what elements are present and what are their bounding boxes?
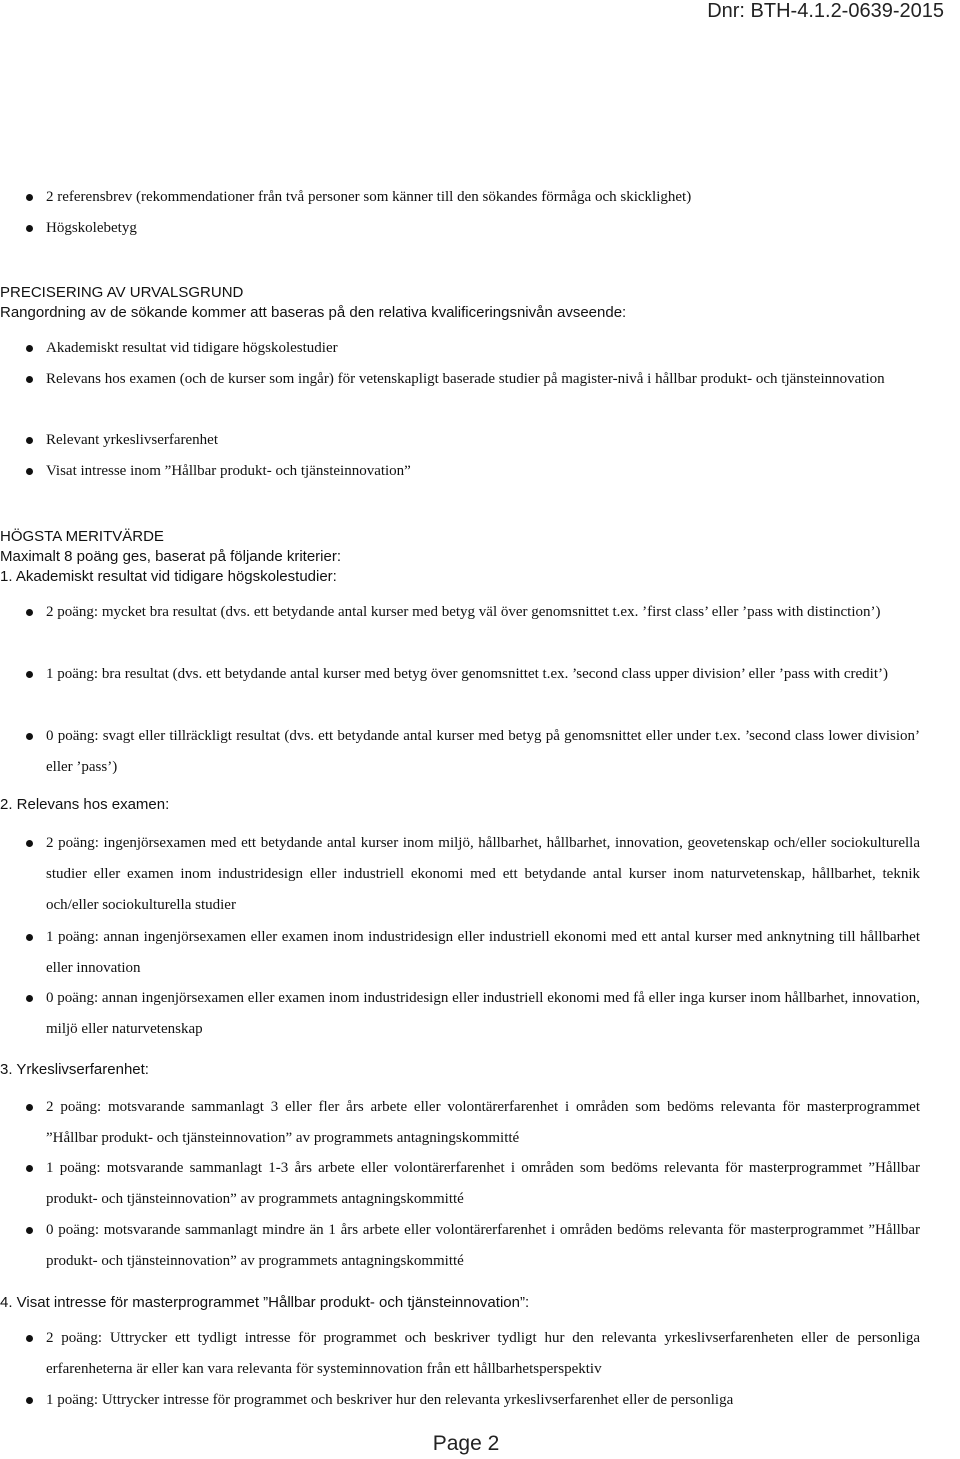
list-item-text: 1 poäng: Uttrycker intresse för programmet och beskriver hur den relevanta yrkeslivserfarenhet eller de personliga xyxy=(46,1392,734,1408)
list-item xyxy=(22,333,920,364)
bullet-icon xyxy=(26,671,33,678)
list-item xyxy=(22,659,920,690)
list-item-text: 1 poäng: motsvarande sammanlagt 1-3 års arbete eller volontärerfarenhet i områden som bedöms relevanta för masterprogrammet ”Hållbar produkt- och tjänsteinnovation” av programmets antagningskommitté xyxy=(46,1160,920,1207)
list-item xyxy=(22,213,920,244)
list-item xyxy=(22,922,920,984)
list-item-text: Akademiskt resultat vid tidigare högskolestudier xyxy=(46,340,338,356)
bullet-icon xyxy=(26,468,33,475)
list-item-text: 1 poäng: annan ingenjörsexamen eller examen inom industridesign eller industriell ekonomi med ett antal kurser med anknytning till hållbarhet eller innovation xyxy=(46,929,920,976)
bullet-icon xyxy=(26,437,33,444)
list-item xyxy=(22,983,920,1045)
list-item-text: 2 poäng: mycket bra resultat (dvs. ett betydande antal kurser med betyg väl över genomsnittet t.ex. ’first class’ eller ’pass with distinction’) xyxy=(46,604,881,620)
list-item xyxy=(22,1092,920,1154)
criterion-title: 2. Relevans hos examen: xyxy=(0,796,170,813)
bullet-icon xyxy=(26,1397,33,1404)
bullet-icon xyxy=(26,376,33,383)
bullet-icon xyxy=(26,840,33,847)
page-number: Page 2 xyxy=(432,1432,500,1455)
bullet-icon xyxy=(26,1335,33,1342)
list-item-text: 0 poäng: motsvarande sammanlagt mindre än 1 års arbete eller volontärerfarenhet i områden bedöms relevanta för masterprogrammet ”Hållbar produkt- och tjänsteinnovation” av programmets antagningskommitté xyxy=(46,1222,920,1269)
list-item xyxy=(22,1385,920,1416)
criterion-title: 1. Akademiskt resultat vid tidigare högskolestudier: xyxy=(0,568,337,585)
section-lead: Maximalt 8 poäng ges, baserat på följande kriterier: xyxy=(0,548,342,565)
bullet-icon xyxy=(26,733,33,740)
list-item-text: Visat intresse inom ”Hållbar produkt- och tjänsteinnovation” xyxy=(46,463,411,479)
bullet-icon xyxy=(26,345,33,352)
section-lead: Rangordning av de sökande kommer att baseras på den relativa kvalificeringsnivån avseende: xyxy=(0,304,627,321)
list-item-text: 2 poäng: motsvarande sammanlagt 3 eller fler års arbete eller volontärerfarenhet i områden som bedöms relevanta för masterprogrammet ”Hållbar produkt- och tjänsteinnovation” av programmets antagningskommitté xyxy=(46,1099,920,1146)
list-item xyxy=(22,721,920,783)
bullet-icon xyxy=(26,194,33,201)
list-item xyxy=(22,828,920,921)
bullet-icon xyxy=(26,1227,33,1234)
list-item-text: 1 poäng: bra resultat (dvs. ett betydande antal kurser med betyg över genomsnittet t.ex. ’second class upper division’ eller ’pass with credit’) xyxy=(46,666,888,682)
criterion-title: 3. Yrkeslivserfarenhet: xyxy=(0,1061,149,1078)
section-heading: HÖGSTA MERITVÄRDE xyxy=(0,528,164,545)
list-item-text: Relevans hos examen (och de kurser som ingår) för vetenskapligt baserade studier på magister-nivå i hållbar produkt- och tjänsteinnovation xyxy=(46,371,885,387)
list-item-text: 2 poäng: ingenjörsexamen med ett betydande antal kurser inom miljö, hållbarhet, hållbarhet, innovation, geovetenskap och/eller sociokulturella studier eller examen inom industridesign eller industriell ekonomi med ett betydande antal kurser inom naturvetenskap, hållbarhet, teknik och/eller sociokulturella studier xyxy=(46,835,920,913)
list-item xyxy=(22,425,920,456)
bullet-icon xyxy=(26,225,33,232)
list-item xyxy=(22,1215,920,1277)
bullet-icon xyxy=(26,934,33,941)
list-item xyxy=(22,364,920,395)
list-item xyxy=(22,456,920,487)
list-item-text: 2 poäng: Uttrycker ett tydligt intresse för programmet och beskriver tydligt hur den relevanta yrkeslivserfarenheten eller de personliga erfarenheterna är eller kan vara relevanta för systeminnovation från ett hållbarhetsperspektiv xyxy=(46,1330,920,1377)
list-item xyxy=(22,1323,920,1385)
list-item-text: 2 referensbrev (rekommendationer från två personer som känner till den sökandes förmåga och skicklighet) xyxy=(46,189,692,205)
bullet-icon xyxy=(26,995,33,1002)
list-item xyxy=(22,182,920,213)
criterion-title: 4. Visat intresse för masterprogrammet ”Hållbar produkt- och tjänsteinnovation”: xyxy=(0,1294,530,1311)
list-item-text: Relevant yrkeslivserfarenhet xyxy=(46,432,219,448)
list-item xyxy=(22,597,920,628)
document-number: Dnr: BTH-4.1.2-0639-2015 xyxy=(707,0,944,22)
list-item-text: 0 poäng: svagt eller tillräckligt resultat (dvs. ett betydande antal kurser med betyg på genomsnittet eller under t.ex. ’second class lower division’ eller ’pass’) xyxy=(46,728,920,775)
list-item-text: 0 poäng: annan ingenjörsexamen eller examen inom industridesign eller industriell ekonomi med få eller inga kurser inom hållbarhet, innovation, miljö eller naturvetenskap xyxy=(46,990,920,1037)
section-heading: PRECISERING AV URVALSGRUND xyxy=(0,284,244,301)
bullet-icon xyxy=(26,1165,33,1172)
bullet-icon xyxy=(26,1104,33,1111)
list-item-text: Högskolebetyg xyxy=(46,220,137,236)
list-item xyxy=(22,1153,920,1215)
bullet-icon xyxy=(26,609,33,616)
